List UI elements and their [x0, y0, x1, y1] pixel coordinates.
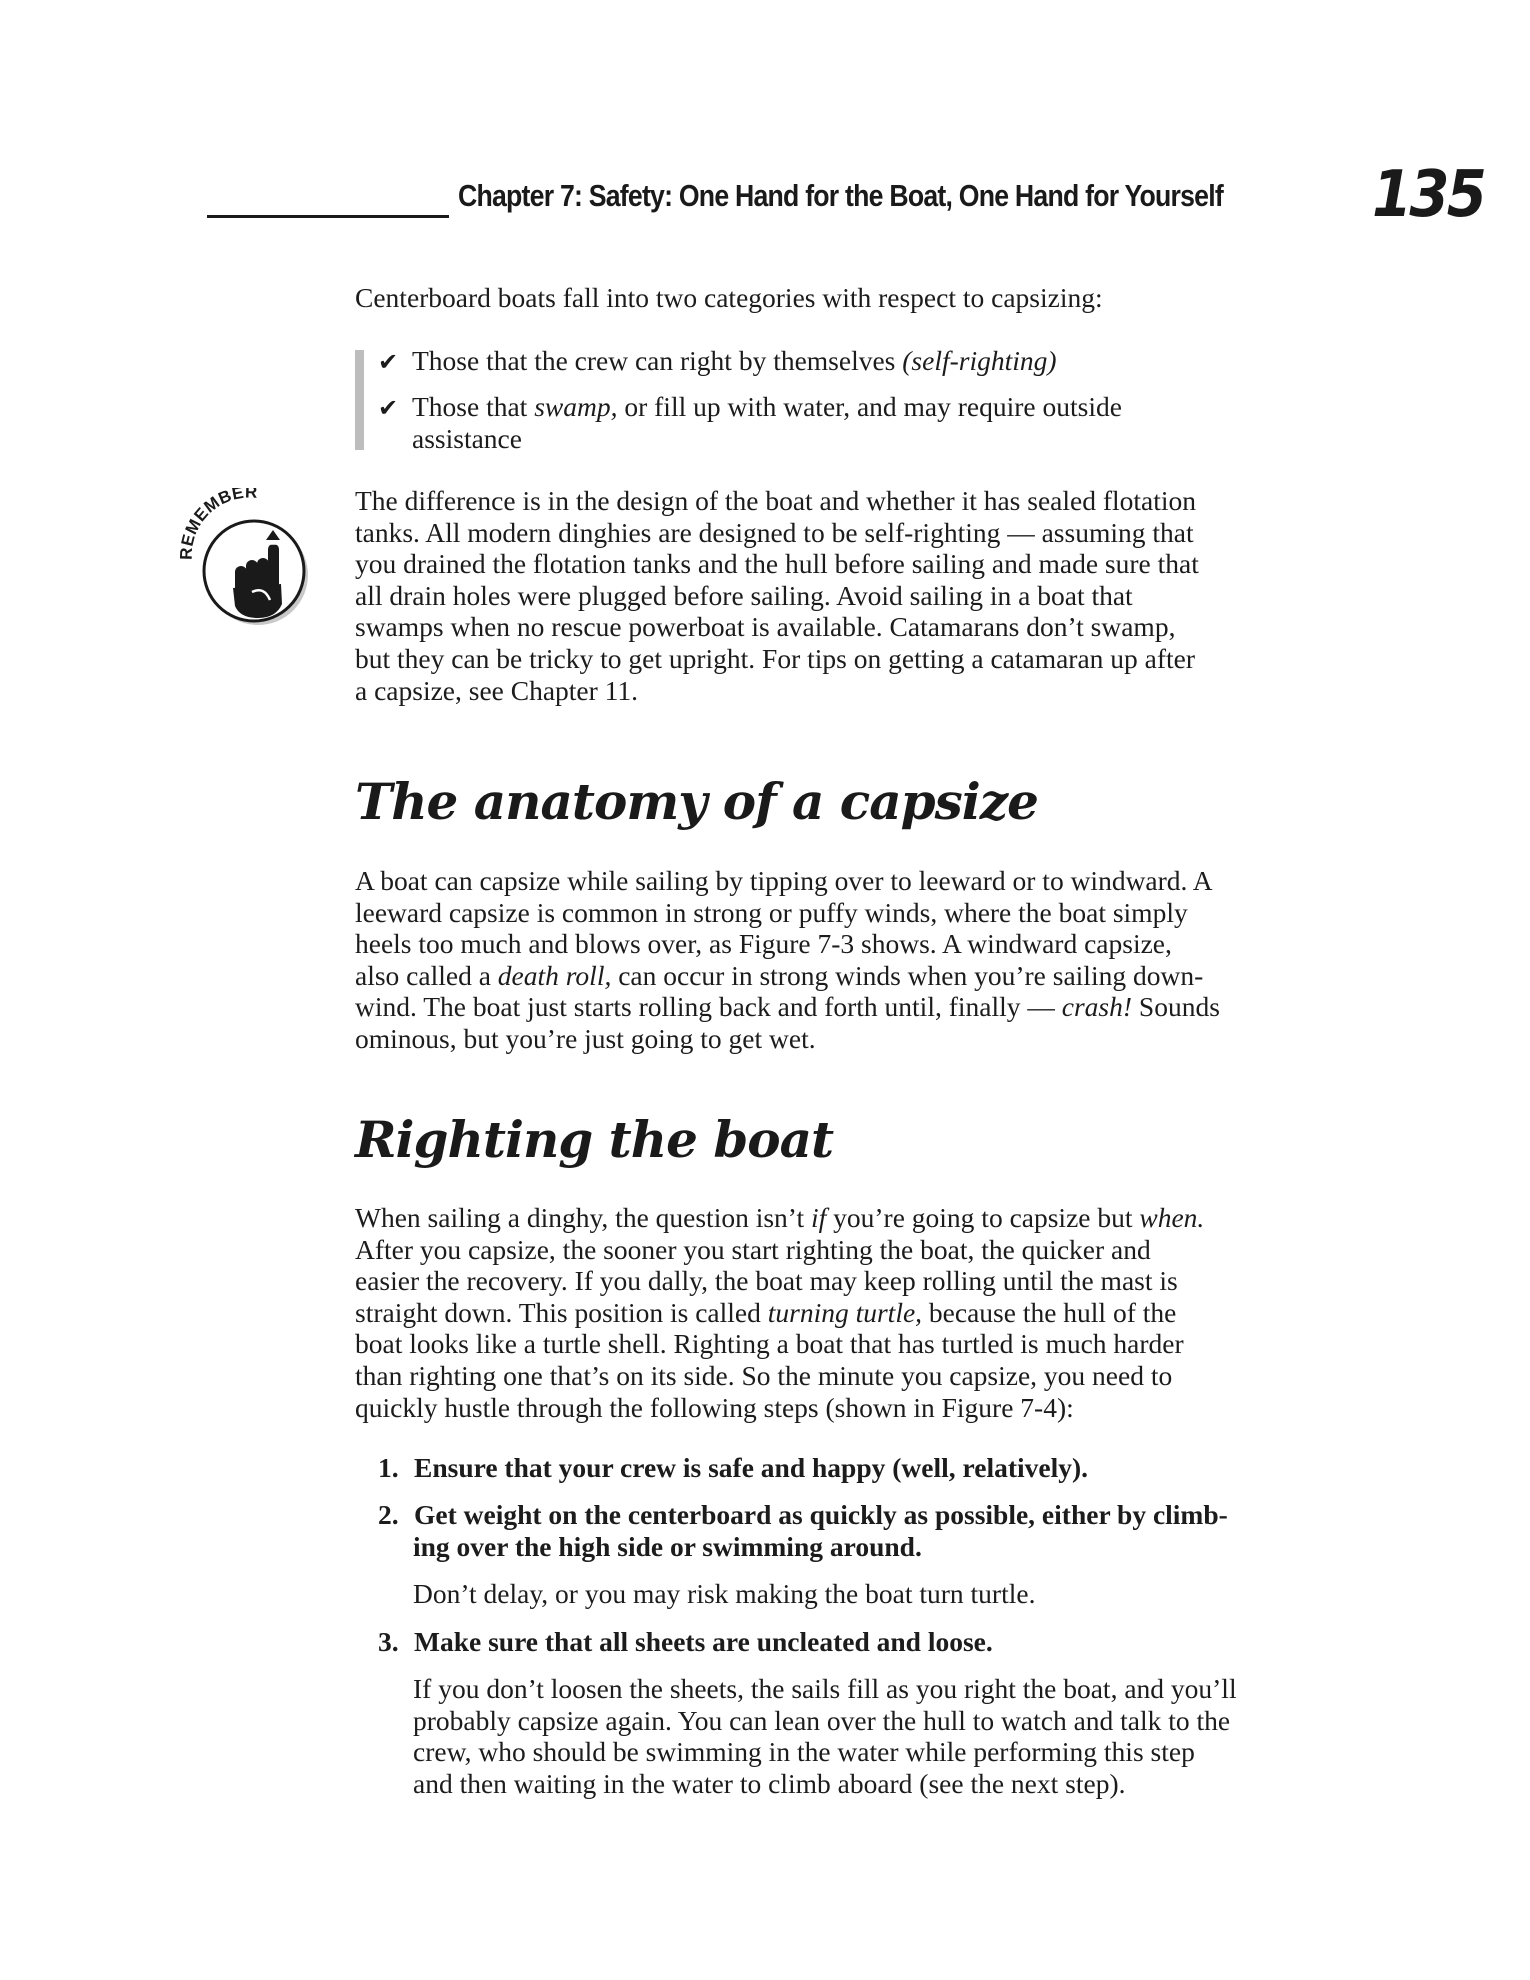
remember-icon: [178, 488, 328, 638]
text-line: crew, who should be swimming in the water while performing this step: [413, 1736, 1195, 1768]
text-line: If you don’t loosen the sheets, the sails fill as you right the boat, and you’ll: [413, 1673, 1237, 1704]
step-text: Get weight on the centerboard as quickly as possible, either by climb-: [414, 1499, 1228, 1530]
text-line: leeward capsize is common in strong or puffy winds, where the boat simply: [355, 896, 1188, 928]
text-line: and then waiting in the water to climb aboard (see the next step).: [413, 1767, 1126, 1799]
text-line: When sailing a dinghy, the question isn’t if you’re going to capsize but when.: [355, 1202, 1205, 1233]
bullet-italic: swamp,: [534, 391, 618, 422]
section-heading: Righting the boat: [355, 1110, 834, 1169]
text-line: The difference is in the design of the boat and whether it has sealed flotation: [355, 485, 1197, 516]
step-item: [378, 1626, 993, 1658]
page-number: 135: [1372, 158, 1485, 232]
step-number: 2.: [378, 1499, 399, 1530]
text-line: wind. The boat just starts rolling back and forth until, finally — crash! Sounds: [355, 991, 1220, 1023]
svg-text:REMEMBER: REMEMBER: [178, 488, 258, 561]
step-number: 1.: [378, 1452, 399, 1483]
bullet-item: [378, 345, 1057, 380]
step-text: ing over the high side or swimming around.: [413, 1531, 922, 1562]
text-line: probably capsize again. You can lean over the hull to watch and talk to the: [413, 1704, 1231, 1736]
bullet-text: Those that: [412, 391, 535, 422]
chapter-title: Chapter 7: Safety: One Hand for the Boat, One Hand for Yourself: [458, 178, 1223, 213]
text-line: swamps when no rescue powerboat is available. Catamarans don’t swamp,: [355, 611, 1176, 643]
bullet-continuation: assistance: [412, 423, 522, 454]
text-line: easier the recovery. If you dally, the boat may keep rolling until the mast is: [355, 1265, 1178, 1297]
text-line: you drained the flotation tanks and the hull before sailing and made sure that: [355, 548, 1199, 580]
text-line: also called a death roll, can occur in strong winds when you’re sailing down-: [355, 959, 1204, 991]
step-text: Ensure that your crew is safe and happy (well, relatively).: [414, 1452, 1089, 1483]
bullet-list-bar: [355, 350, 364, 450]
section2-paragraph: [355, 1202, 1325, 1423]
bullet-text: Those that the crew can right by themselves: [412, 345, 903, 376]
bullet-item: [378, 391, 1122, 426]
section-heading: The anatomy of a capsize: [355, 772, 1038, 831]
text-line: tanks. All modern dinghies are designed to be self-righting — assuming that: [355, 516, 1194, 548]
text-line: ominous, but you’re just going to get wet.: [355, 1022, 816, 1054]
intro-paragraph: Centerboard boats fall into two categories with respect to capsizing:: [355, 282, 1103, 313]
header-rule: [207, 215, 449, 218]
step-number: 3.: [378, 1626, 399, 1657]
text-line: quickly hustle through the following steps (shown in Figure 7-4):: [355, 1391, 1074, 1423]
checkmark-icon: ✔: [378, 396, 399, 422]
text-line: a capsize, see Chapter 11.: [355, 674, 639, 706]
step-detail: Don’t delay, or you may risk making the boat turn turtle.: [413, 1578, 1036, 1609]
text-line: After you capsize, the sooner you start righting the boat, the quicker and: [355, 1233, 1151, 1265]
text-line: boat looks like a turtle shell. Righting a boat that has turtled is much harder: [355, 1328, 1184, 1360]
text-line: than righting one that’s on its side. So the minute you capsize, you need to: [355, 1359, 1173, 1391]
text-line: heels too much and blows over, as Figure 7-3 shows. A windward capsize,: [355, 928, 1172, 960]
bullet-italic: (self-righting): [902, 345, 1057, 376]
text-line: A boat can capsize while sailing by tipping over to leeward or to windward. A: [355, 865, 1213, 896]
step-text: Make sure that all sheets are uncleated and loose.: [414, 1626, 993, 1657]
text-line: but they can be tricky to get upright. For tips on getting a catamaran up after: [355, 642, 1196, 674]
checkmark-icon: ✔: [378, 350, 399, 376]
step-detail: [413, 1673, 1343, 1799]
step-item: [378, 1499, 1228, 1531]
text-line: all drain holes were plugged before sailing. Avoid sailing in a boat that: [355, 579, 1133, 611]
bullet-text: or fill up with water, and may require outside: [617, 391, 1122, 422]
section1-paragraph: [355, 865, 1325, 1055]
text-line: straight down. This position is called turning turtle, because the hull of the: [355, 1296, 1177, 1328]
step-item: [378, 1452, 1088, 1484]
remember-paragraph: [355, 485, 1325, 706]
